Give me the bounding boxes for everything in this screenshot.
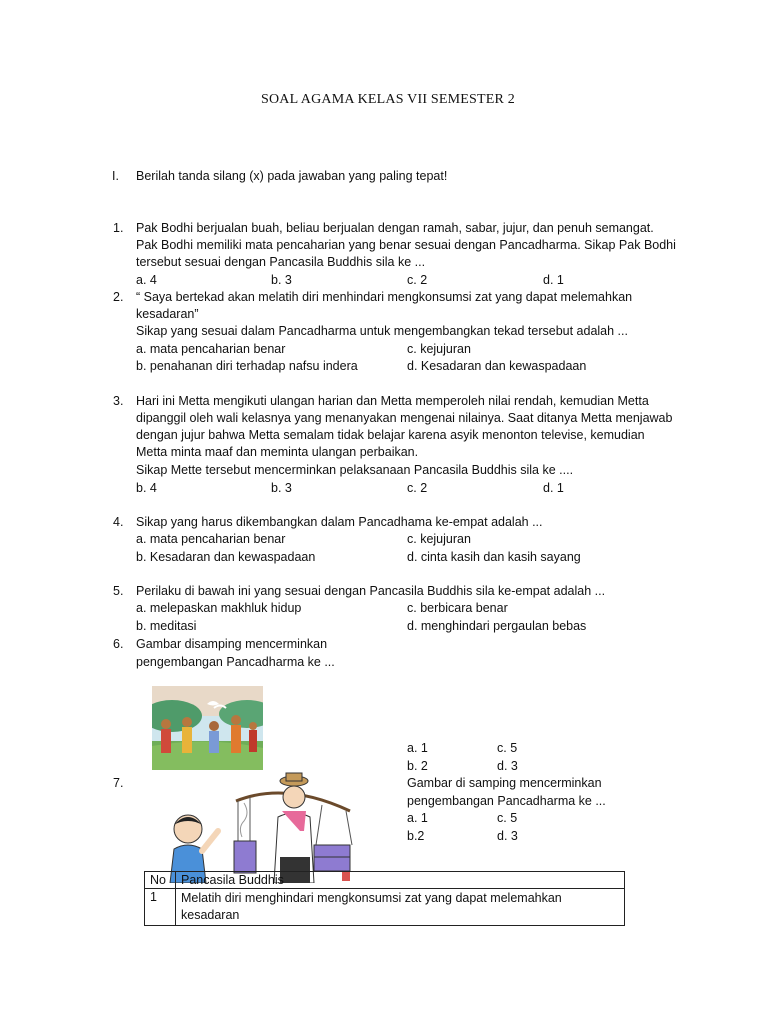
question-text-line: dipanggil oleh wali kelasnya yang menanyakan mengenai nilainya. Saat ditanya Metta menjawab (136, 411, 673, 425)
question-text-line: tersebut sesuai dengan Pancasila Buddhis sila ke ... (136, 255, 426, 269)
option-d: d. menghindari pergaulan bebas (407, 619, 587, 633)
option-b: b. 3 (271, 273, 292, 287)
question-number: 3. (113, 394, 124, 408)
question-text-line: Gambar di samping mencerminkan (407, 776, 602, 790)
people-gathering-illustration (152, 686, 263, 770)
option-b: b. 3 (271, 481, 292, 495)
question-number: 2. (113, 290, 124, 304)
option-d: d. 1 (543, 273, 564, 287)
option-d: d. 3 (497, 759, 518, 773)
question-number: 5. (113, 584, 124, 598)
option-d: d. Kesadaran dan kewaspadaan (407, 359, 587, 373)
table-header-pancasila: Pancasila Buddhis (176, 872, 625, 889)
table-row (145, 889, 625, 926)
question-text-line: dengan jujur bahwa Metta semalam tidak belajar karena asyik menonton televise, kemudian (136, 428, 645, 442)
section-instruction: Berilah tanda silang (x) pada jawaban yang paling tepat! (136, 169, 448, 183)
question-text-line: Pak Bodhi berjualan buah, beliau berjualan dengan ramah, sabar, jujur, dan penuh semangat. (136, 221, 654, 235)
question-text-line: Gambar disamping mencerminkan (136, 637, 328, 651)
option-a: a. 1 (407, 811, 428, 825)
option-d: d. 3 (497, 829, 518, 843)
option-a: a. mata pencaharian benar (136, 342, 286, 356)
question-number: 6. (113, 637, 124, 651)
question-text-line: kesadaran” (136, 307, 199, 321)
option-b: b.2 (407, 829, 425, 843)
question-text-line: Sikap yang harus dikembangkan dalam Pancadhama ke-empat adalah ... (136, 515, 543, 529)
option-c: c. 2 (407, 273, 428, 287)
question-text-line: Metta minta maaf dan meminta ulangan perbaikan. (136, 445, 419, 459)
street-vendor-illustration (146, 771, 360, 883)
option-b: b. penahanan diri terhadap nafsu indera (136, 359, 358, 373)
option-a: a. 4 (136, 273, 157, 287)
option-c: c. 5 (497, 811, 518, 825)
option-b: b. 2 (407, 759, 428, 773)
option-b: b. Kesadaran dan kewaspadaan (136, 550, 316, 564)
question-text-line: “ Saya bertekad akan melatih diri menhindari mengkonsumsi zat yang dapat melemahkan (136, 290, 633, 304)
table-header-no: No (145, 872, 176, 889)
option-a: a. mata pencaharian benar (136, 532, 286, 546)
question-number: 4. (113, 515, 124, 529)
option-c: c. kejujuran (407, 342, 471, 356)
table-cell-text: Melatih diri menghindari mengkonsumsi zat yang dapat melemahkan kesadaran (176, 889, 625, 926)
option-a: b. 4 (136, 481, 157, 495)
option-a: a. 1 (407, 741, 428, 755)
pancasila-table (144, 871, 625, 926)
option-a: a. melepaskan makhluk hidup (136, 601, 302, 615)
question-text-line: pengembangan Pancadharma ke ... (407, 794, 606, 808)
option-c: c. berbicara benar (407, 601, 508, 615)
option-b: b. meditasi (136, 619, 197, 633)
question-number: 7. (113, 776, 124, 790)
option-d: d. 1 (543, 481, 564, 495)
option-d: d. cinta kasih dan kasih sayang (407, 550, 581, 564)
question-text-line: Sikap yang sesuai dalam Pancadharma untuk mengembangkan tekad tersebut adalah ... (136, 324, 628, 338)
section-number: I. (112, 169, 119, 183)
option-c: c. 5 (497, 741, 518, 755)
question-text-line: Perilaku di bawah ini yang sesuai dengan Pancasila Buddhis sila ke-empat adalah ... (136, 584, 606, 598)
question-text-line: pengembangan Pancadharma ke ... (136, 655, 335, 669)
option-c: c. kejujuran (407, 532, 471, 546)
table-header-row (145, 872, 625, 889)
page-title: SOAL AGAMA KELAS VII SEMESTER 2 (261, 92, 515, 107)
option-c: c. 2 (407, 481, 428, 495)
question-number: 1. (113, 221, 124, 235)
question-text-line: Hari ini Metta mengikuti ulangan harian dan Metta memperoleh nilai rendah, kemudian Metta (136, 394, 649, 408)
table-cell-no: 1 (145, 889, 176, 926)
question-text-line: Pak Bodhi memiliki mata pencaharian yang benar sesuai dengan Pancadharma. Sikap Pak Bodhi (136, 238, 676, 252)
question-text-line: Sikap Mette tersebut mencerminkan pelaksanaan Pancasila Buddhis sila ke .... (136, 463, 574, 477)
